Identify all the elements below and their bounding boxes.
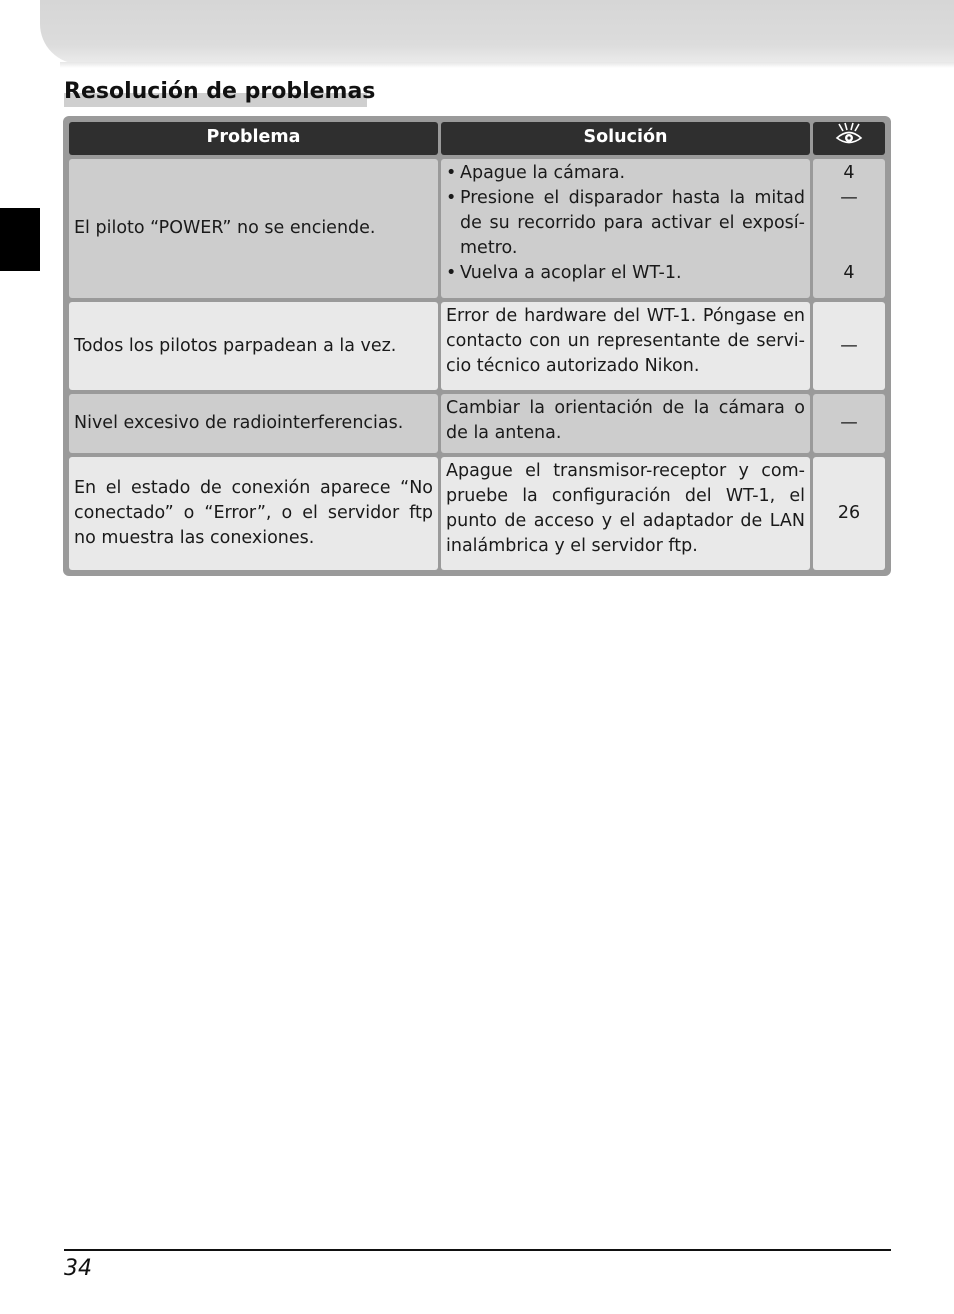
solution-item: • Presione el disparador hasta la mitad de su recorrido para activar el exposímetro.	[446, 186, 805, 261]
table-row-1-pages	[813, 159, 885, 298]
page-ref: 26	[837, 503, 861, 523]
table-row-4-solution: Apague el transmisor-receptor y compruebe la configuración del WT-1, el punto de acceso y el adaptador de LAN inalámbrica y el servidor ftp.	[441, 457, 810, 570]
problem-text: Nivel excesivo de radiointerferencias.	[74, 413, 404, 433]
chapter-tab	[0, 208, 40, 271]
table-row-2-solution: Error de hardware del WT-1. Póngase en contacto con un representante de servicio técnico autorizado Nikon.	[441, 302, 810, 390]
header-band	[40, 0, 954, 64]
page-ref: —	[840, 188, 858, 208]
page-ref: 4	[843, 263, 855, 283]
eye-reference-icon	[835, 122, 863, 156]
page-ref: —	[840, 413, 858, 433]
table-row-2-problem	[69, 302, 438, 390]
table-row-3-problem	[69, 394, 438, 453]
header-solution: Solución	[441, 122, 810, 155]
problem-text: El piloto “POWER” no se enciende.	[74, 218, 376, 238]
problem-text: Todos los pilotos parpadean a la vez.	[74, 335, 397, 356]
table-row-4-pages	[813, 457, 885, 570]
problem-text: En el estado de conexión aparece “No conectado” o “Error”, o el servidor ftp no muestra las conexiones.	[74, 478, 433, 548]
troubleshooting-table	[63, 116, 891, 576]
solution-item: • Vuelva a acoplar el WT-1.	[446, 261, 805, 286]
table-row-2-pages	[813, 302, 885, 390]
section-title-block	[64, 76, 375, 108]
table-row-3-pages	[813, 394, 885, 453]
solution-item: • Apague la cámara.	[446, 161, 805, 186]
footer-rule	[64, 1249, 891, 1251]
page-ref: 4	[843, 163, 855, 183]
header-problem: Problema	[69, 122, 438, 155]
page-number: 34	[64, 1256, 92, 1281]
solution-list	[441, 159, 810, 286]
table-row-1-solution	[441, 159, 810, 298]
header-reference	[813, 122, 885, 155]
table-row-1-problem	[69, 159, 438, 298]
table-row-3-solution: Cambiar la orientación de la cámara o de la antena.	[441, 394, 810, 453]
page-ref: —	[840, 335, 858, 356]
section-title: Resolución de problemas	[64, 79, 376, 104]
header-band-shadow	[60, 62, 954, 68]
table-row-4-problem	[69, 457, 438, 570]
